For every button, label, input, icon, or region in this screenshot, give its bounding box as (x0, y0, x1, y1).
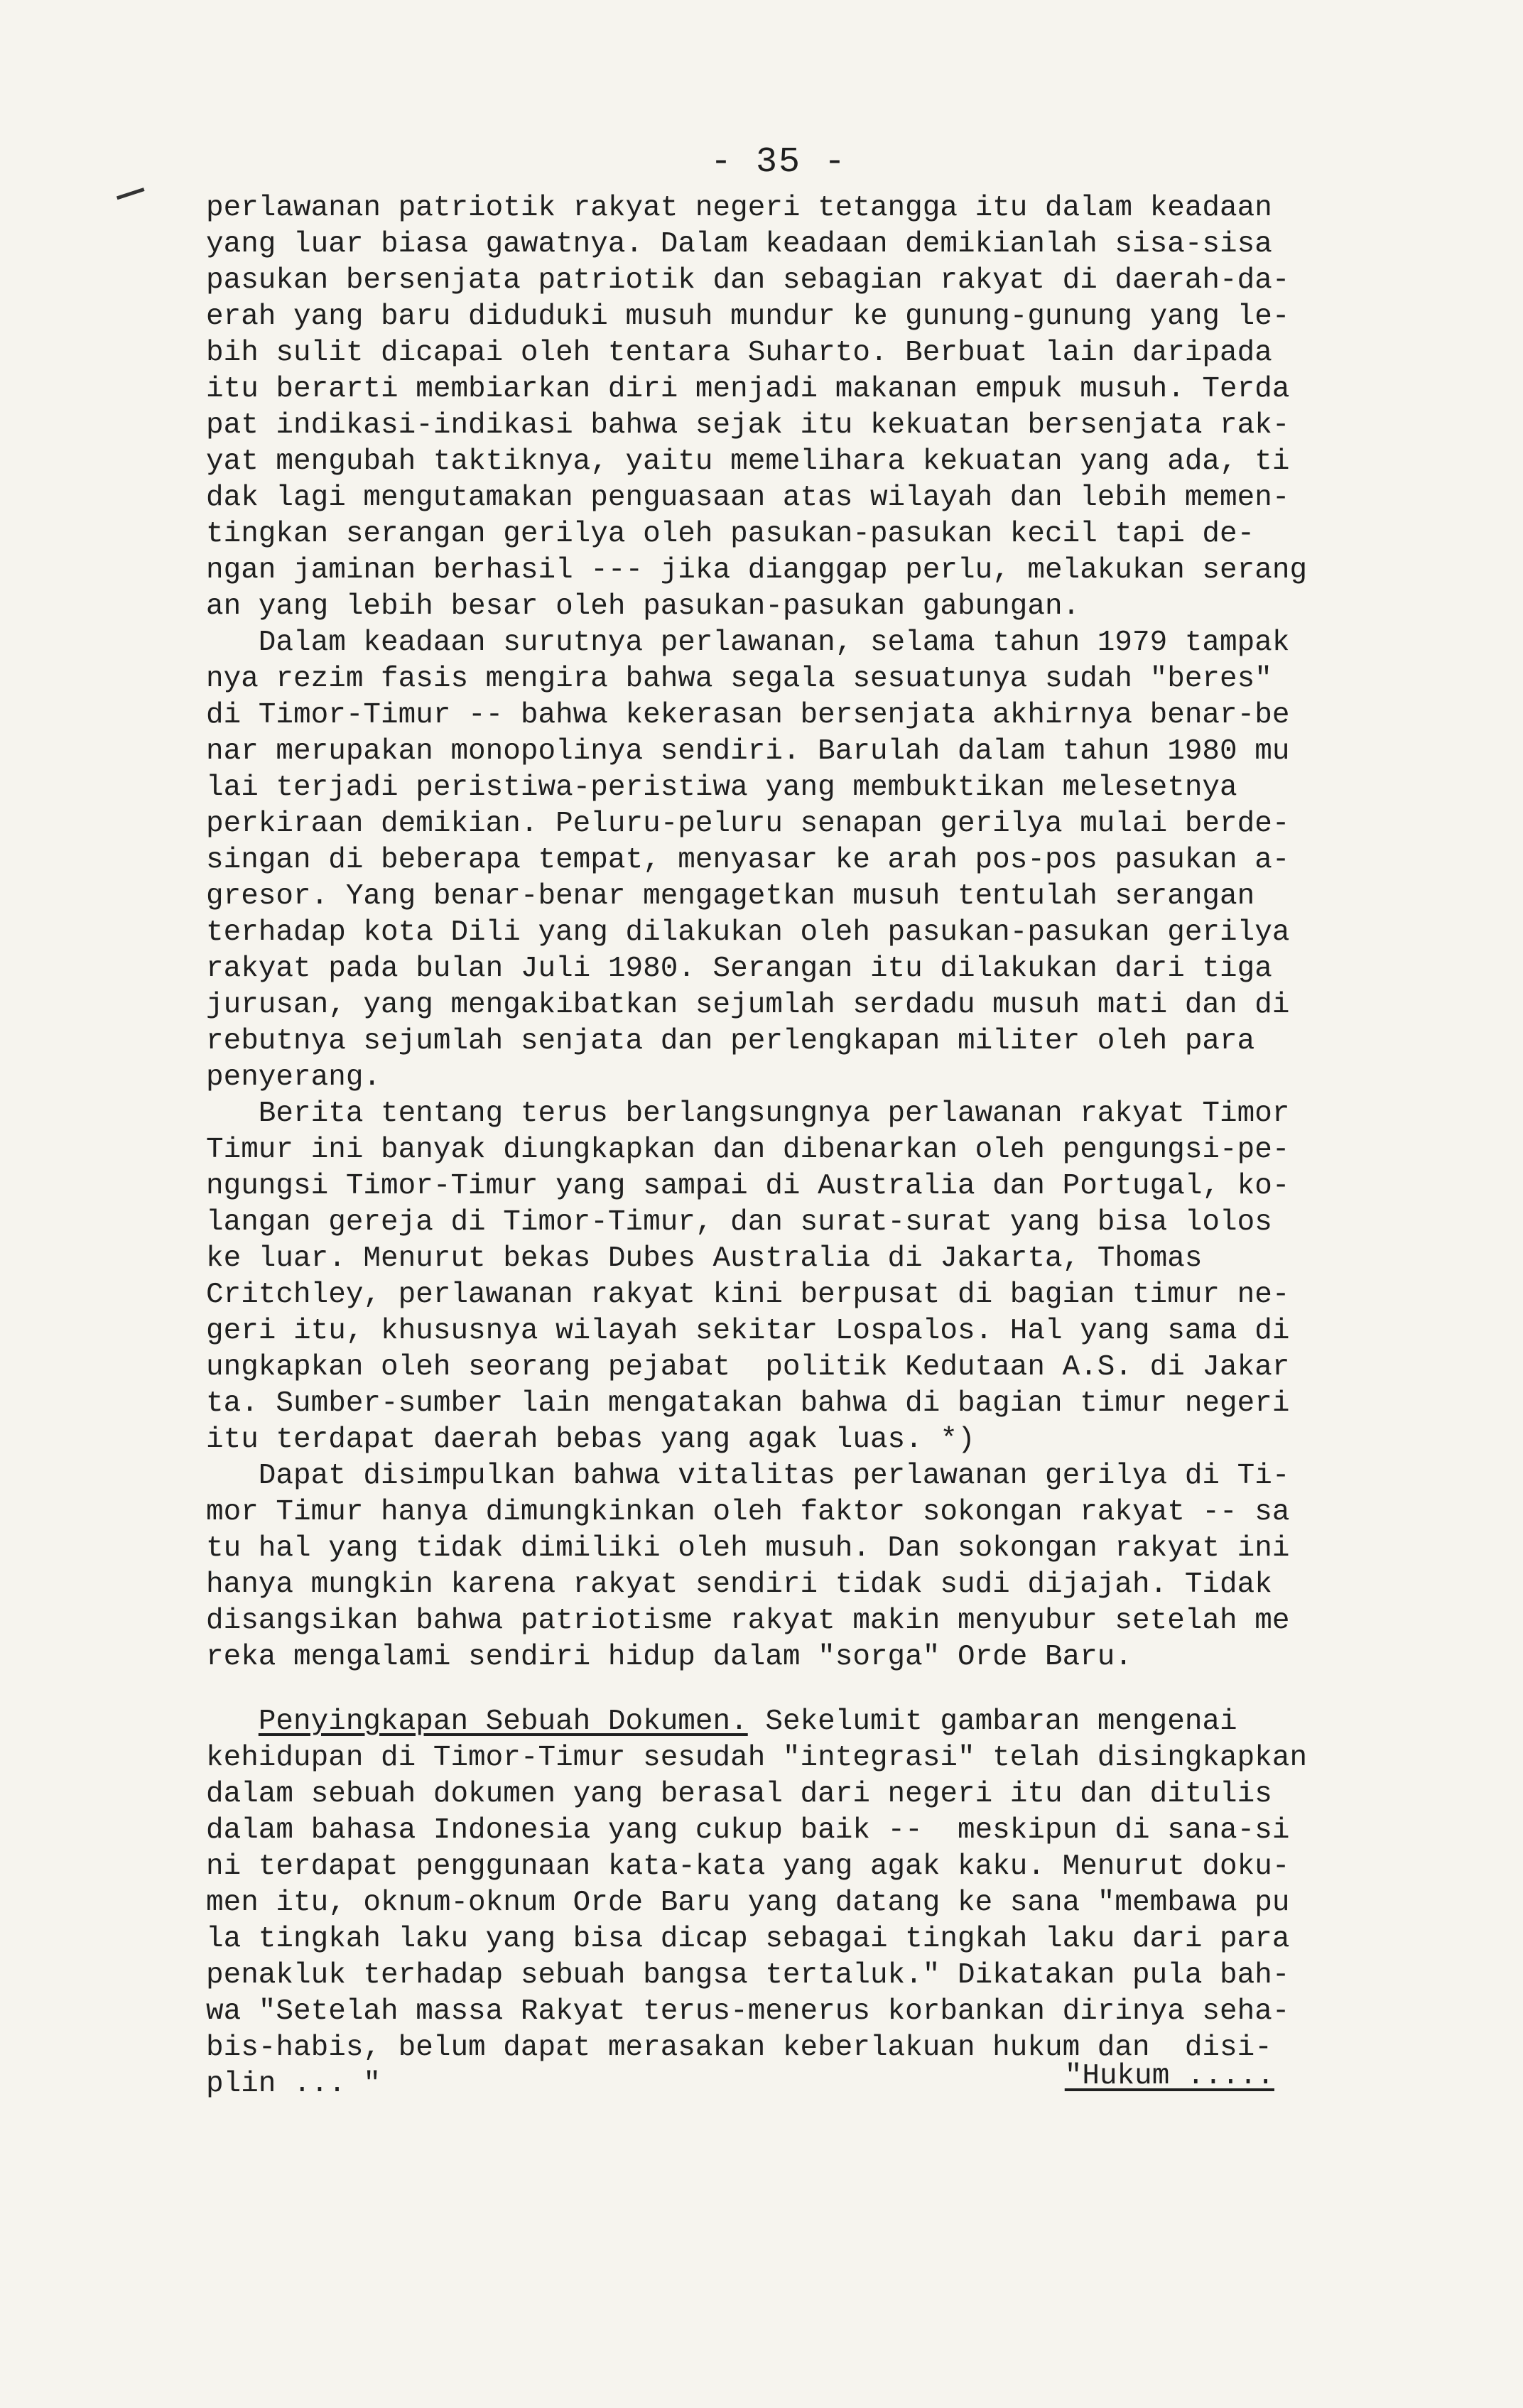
text-line: perlawanan patriotik rakyat negeri tetangga itu dalam keadaan (206, 192, 1272, 224)
text-line: la tingkah laku yang bisa dicap sebagai tingkah laku dari para (206, 1923, 1290, 1956)
section-heading: Penyingkapan Sebuah Dokumen. (258, 1705, 748, 1738)
text-line: dalam bahasa Indonesia yang cukup baik -- meskipun di sana-si (206, 1814, 1290, 1847)
text-line: ngungsi Timor-Timur yang sampai di Australia dan Portugal, ko- (206, 1170, 1290, 1203)
text-line: perkiraan demikian. Peluru-peluru senapan gerilya mulai berde- (206, 808, 1290, 840)
section-gap (206, 1676, 1343, 1704)
paragraph (206, 625, 1343, 1096)
text-line: plin ... " (206, 2068, 381, 2100)
text-line: langan gereja di Timor-Timur, dan surat-surat yang bisa lolos (206, 1206, 1272, 1239)
text-line: yat mengubah taktiknya, yaitu memelihara kekuatan yang ada, ti (206, 445, 1290, 478)
document-body (206, 190, 1343, 2103)
text-line: dalam sebuah dokumen yang berasal dari negeri itu dan ditulis (206, 1778, 1272, 1811)
text-line: men itu, oknum-oknum Orde Baru yang datang ke sana "membawa pu (206, 1887, 1290, 1919)
paragraph (206, 190, 1343, 625)
text-line: penyerang. (206, 1061, 381, 1094)
page-number: - 35 - (710, 142, 847, 183)
text-line: bis-habis, belum dapat merasakan keberlakuan hukum dan disi- (206, 2032, 1272, 2064)
text-line: singan di beberapa tempat, menyasar ke arah pos-pos pasukan a- (206, 844, 1290, 877)
text-line: di Timor-Timur -- bahwa kekerasan bersenjata akhirnya benar-be (206, 699, 1290, 732)
text-line: ngan jaminan berhasil --- jika dianggap perlu, melakukan serang (206, 554, 1308, 587)
paragraphs (206, 190, 1343, 1676)
text-line: Berita tentang terus berlangsungnya perlawanan rakyat Timor (206, 1097, 1290, 1130)
text-line: an yang lebih besar oleh pasukan-pasukan gabungan. (206, 590, 1080, 623)
text-line: dak lagi mengutamakan penguasaan atas wilayah dan lebih memen- (206, 482, 1290, 514)
margin-mark (116, 188, 146, 205)
text-line: ta. Sumber-sumber lain mengatakan bahwa di bagian timur negeri (206, 1387, 1290, 1420)
paragraph (206, 1458, 1343, 1676)
section-dokumen (206, 1704, 1343, 2103)
text-line: geri itu, khususnya wilayah sekitar Lospalos. Hal yang sama di (206, 1315, 1290, 1347)
text-line: itu terdapat daerah bebas yang agak luas. *) (206, 1423, 975, 1456)
text-line: ni terdapat penggunaan kata-kata yang agak kaku. Menurut doku- (206, 1850, 1290, 1883)
paragraph (206, 1096, 1343, 1458)
text-line: tingkan serangan gerilya oleh pasukan-pasukan kecil tapi de- (206, 518, 1255, 551)
text-line: nya rezim fasis mengira bahwa segala sesuatunya sudah "beres" (206, 663, 1272, 695)
text-line: lai terjadi peristiwa-peristiwa yang membuktikan melesetnya (206, 771, 1237, 804)
text-line: mor Timur hanya dimungkinkan oleh faktor sokongan rakyat -- sa (206, 1496, 1290, 1529)
text-line: hanya mungkin karena rakyat sendiri tidak sudi dijajah. Tidak (206, 1568, 1272, 1601)
text-line: kehidupan di Timor-Timur sesudah "integrasi" telah disingkapkan (206, 1742, 1308, 1774)
text-line: nar merupakan monopolinya sendiri. Barulah dalam tahun 1980 mu (206, 735, 1290, 768)
text-line: ungkapkan oleh seorang pejabat politik Kedutaan A.S. di Jakar (206, 1351, 1290, 1384)
text-line: rebutnya sejumlah senjata dan perlengkapan militer oleh para (206, 1025, 1255, 1058)
text-line: tu hal yang tidak dimiliki oleh musuh. Dan sokongan rakyat ini (206, 1532, 1290, 1565)
text-line: reka mengalami sendiri hidup dalam "sorga" Orde Baru. (206, 1641, 1133, 1674)
text-line: Dapat disimpulkan bahwa vitalitas perlawanan gerilya di Ti- (206, 1460, 1290, 1492)
text-line: rakyat pada bulan Juli 1980. Serangan itu dilakukan dari tiga (206, 953, 1272, 985)
text-line: Critchley, perlawanan rakyat kini berpusat di bagian timur ne- (206, 1279, 1290, 1311)
text-line: wa "Setelah massa Rakyat terus-menerus korbankan dirinya seha- (206, 1995, 1290, 2028)
text-line: gresor. Yang benar-benar mengagetkan musuh tentulah serangan (206, 880, 1255, 913)
text-line: Timur ini banyak diungkapkan dan dibenarkan oleh pengungsi-pe- (206, 1134, 1290, 1166)
text-line: pasukan bersenjata patriotik dan sebagian rakyat di daerah-da- (206, 264, 1290, 297)
text-line: yang luar biasa gawatnya. Dalam keadaan demikianlah sisa-sisa (206, 228, 1272, 261)
section-lines (206, 1740, 1343, 2103)
text-line: disangsikan bahwa patriotisme rakyat makin menyubur setelah me (206, 1605, 1290, 1637)
text-line: jurusan, yang mengakibatkan sejumlah serdadu musuh mati dan di (206, 989, 1290, 1021)
text-line: terhadap kota Dili yang dilakukan oleh pasukan-pasukan gerilya (206, 916, 1290, 949)
text-line: Dalam keadaan surutnya perlawanan, selama tahun 1979 tampak (206, 627, 1290, 659)
text-line: ke luar. Menurut bekas Dubes Australia di Jakarta, Thomas (206, 1242, 1203, 1275)
text-line: pat indikasi-indikasi bahwa sejak itu kekuatan bersenjata rak- (206, 409, 1290, 442)
text-line: penakluk terhadap sebuah bangsa tertaluk." Dikatakan pula bah- (206, 1959, 1290, 1992)
text-line: erah yang baru diduduki musuh mundur ke gunung-gunung yang le- (206, 300, 1290, 333)
section-first-line-text: Sekelumit gambaran mengenai (747, 1705, 1237, 1738)
text-line: itu berarti membiarkan diri menjadi makanan empuk musuh. Terda (206, 373, 1290, 406)
section-first-line (206, 1704, 1343, 1740)
footer-catchword: "Hukum ..... (1064, 2060, 1274, 2093)
text-line: bih sulit dicapai oleh tentara Suharto. Berbuat lain daripada (206, 337, 1272, 369)
